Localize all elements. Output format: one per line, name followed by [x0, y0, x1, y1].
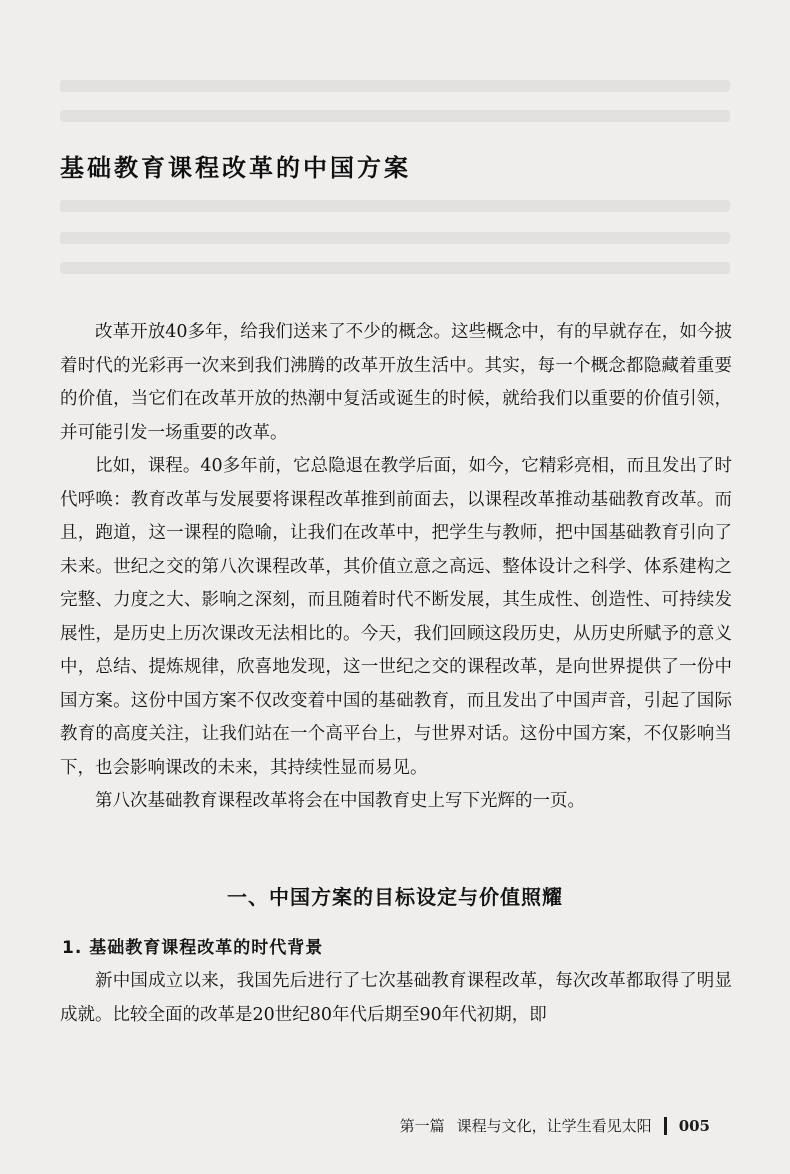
footer-divider [664, 1117, 667, 1135]
section-heading: 一、中国方案的目标设定与价值照耀 [227, 885, 563, 909]
bleed-through [60, 80, 730, 92]
footer-chapter: 第一篇 [399, 1117, 445, 1135]
subsection-heading: 1. 基础教育课程改革的时代背景 [62, 938, 324, 958]
footer-chapter-title: 课程与文化，让学生看见太阳 [456, 1117, 652, 1135]
body-text [60, 316, 732, 819]
bleed-through [60, 232, 730, 244]
page-title: 基础教育课程改革的中国方案 [60, 154, 411, 182]
page-number: 005 [678, 1116, 710, 1135]
paragraph: 改革开放40多年，给我们送来了不少的概念。这些概念中，有的早就存在，如今披着时代的光彩再一次来到我们沸腾的改革开放生活中。其实，每一个概念都隐藏着重要的价值，当它们在改革开放的热潮中复活或诞生的时候，就给我们以重要的价值引领，并可能引发一场重要的改革。 [60, 322, 732, 443]
paragraph: 比如，课程。40多年前，它总隐退在教学后面，如今，它精彩亮相，而且发出了时代呼唤：教育改革与发展要将课程改革推到前面去，以课程改革推动基础教育改革。而且，跑道，这一课程的隐喻，让我们在改革中，把学生与教师，把中国基础教育引向了未来。世纪之交的第八次课程改革，其价值立意之高远、整体设计之科学、体系建构之完整、力度之大、影响之深刻，而且随着时代不断发展，其生成性、创造性、可持续发展性，是历史上历次课改无法相比的。今天，我们回顾这段历史，从历史所赋予的意义中，总结、提炼规律，欣喜地发现，这一世纪之交的课程改革，是向世界提供了一份中国方案。这份中国方案不仅改变着中国的基础教育，而且发出了中国声音，引起了国际教育的高度关注，让我们站在一个高平台上，与世界对话。这份中国方案，不仅影响当下，也会影响课改的未来，其持续性显而易见。 [60, 456, 732, 778]
paragraph: 第八次基础教育课程改革将会在中国教育史上写下光辉的一页。 [95, 791, 585, 811]
section-body-text [60, 965, 732, 1032]
bleed-through [60, 262, 730, 274]
bleed-through [60, 200, 730, 212]
paragraph: 新中国成立以来，我国先后进行了七次基础教育课程改革，每次改革都取得了明显成就。比较全面的改革是20世纪80年代后期至90年代初期，即 [60, 971, 732, 1025]
page-footer [400, 1115, 710, 1136]
bleed-through [60, 110, 730, 122]
